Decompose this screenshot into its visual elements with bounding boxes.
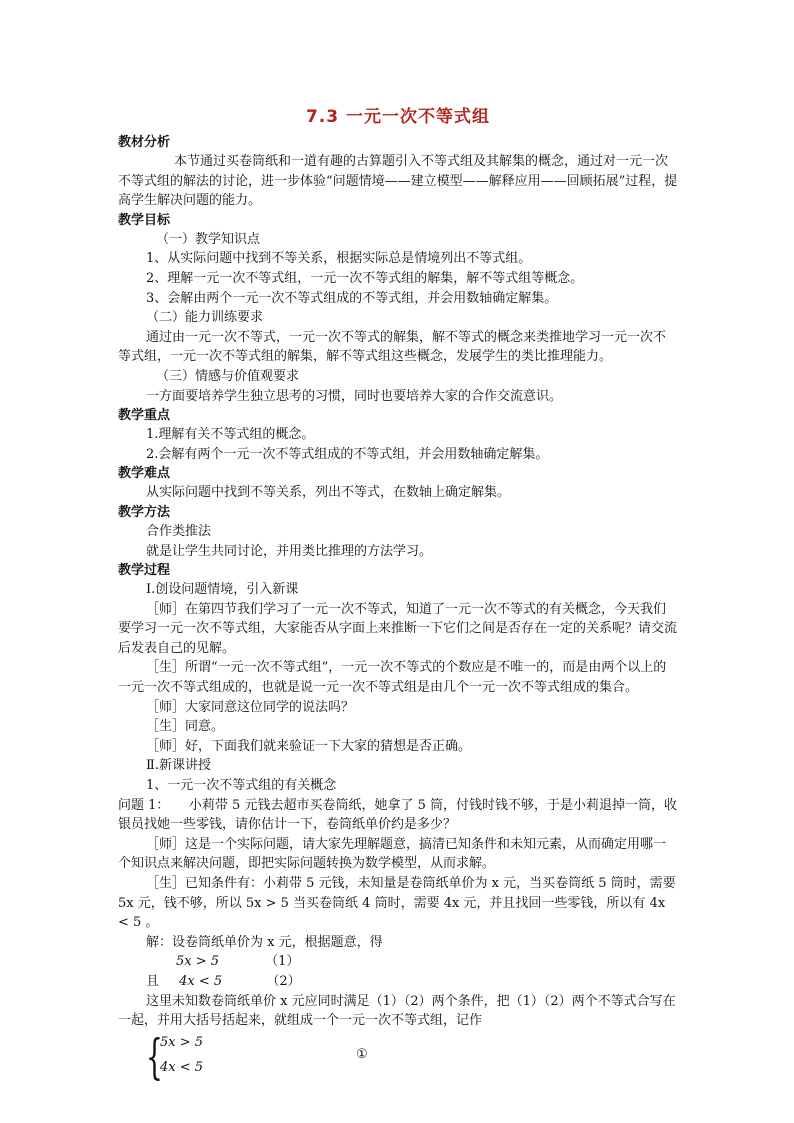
solution-intro: 解：设卷筒纸单价为 x 元，根据题意，得 — [146, 934, 383, 950]
objective-item-3: 3、会解由两个一元一次不等式组成的不等式组，并会用数轴确定解集。 — [146, 290, 558, 306]
dialogue-7: ［生］已知条件有：小莉带 5 元钱，未知量是卷筒纸单价为 x 元，当买卷筒纸 5 筒时，需要 5x 元，钱不够，所以 5x > 5 当买卷筒纸 4 筒时，需要 4x 元，并且找回一些零钱，所以有 4x < 5 。 — [118, 876, 676, 931]
system-line-1: 5x > 5 — [160, 1034, 204, 1050]
dialogue-5: ［师］好，下面我们就来验证一下大家的猜想是否正确。 — [146, 738, 472, 754]
objective-item-1: 1、从实际问题中找到不等关系，根据实际总是情境列出不等式组。 — [146, 251, 532, 267]
system-label: ① — [356, 1046, 368, 1062]
inequality-2: 4x < 5 — [179, 973, 223, 989]
paragraph-analysis: 本节通过买卷筒纸和一道有趣的古算题引入不等式组及其解集的概念，通过对一元一次不等式组的解法的讨论，进一步体验“问题情境——建立模型——解释应用——回顾拓展”过程，提高学生解决问题的能力。 — [118, 154, 678, 209]
concept-subheading: 1、一元一次不等式组的有关概念 — [146, 778, 337, 794]
brace-symbol: { — [146, 1028, 163, 1085]
inequality-2-number: （2） — [266, 973, 301, 989]
dialogue-1: ［师］在第四节我们学习了一元一次不等式，知道了一元一次不等式的有关概念，今天我们要学习一元一次不等式组，大家能否从字面上来推断一下它们之间是否存在一定的关系呢？请交流后发表自己的见解。 — [118, 601, 678, 656]
heading-process: 教学过程 — [118, 563, 171, 579]
paragraph-emotion: 一方面要培养学生独立思考的习惯，同时也要培养大家的合作交流意识。 — [146, 388, 563, 404]
subheading-emotion: （三）情感与价值观要求 — [156, 368, 300, 384]
and-word: 且 — [146, 973, 160, 989]
process-part-2: Ⅱ.新课讲授 — [146, 758, 211, 774]
problem-1: 问题 1： 小莉带 5 元钱去超市买卷筒纸，她拿了 5 筒，付钱时钱不够，于是小莉退掉一筒，收银员找她一些零钱，请你估计一下，卷筒纸单价约是多少？ — [118, 797, 677, 833]
dialogue-6: ［师］这是一个实际问题，请大家先理解题意，搞清已知条件和未知元素，从而确定用哪一个知识点来解决问题，即把实际问题转换为数学模型，从而求解。 — [118, 836, 667, 872]
heading-methods: 教学方法 — [118, 504, 171, 520]
process-part-1: Ⅰ.创设问题情境，引入新课 — [146, 582, 299, 598]
inequality-1-row — [118, 952, 678, 972]
dialogue-2: ［生］所谓“一元一次不等式组”，一元一次不等式的个数应是不唯一的，而是由两个以上的一元一次不等式组成的，也就是说一元一次不等式组是由几个一元一次不等式组成的集合。 — [118, 660, 667, 696]
subheading-ability: （二）能力训练要求 — [146, 310, 264, 326]
method-name: 合作类推法 — [146, 523, 212, 539]
dialogue-3: ［师］大家同意这位同学的说法吗？ — [146, 699, 355, 715]
inequality-1: 5x > 5 — [176, 954, 220, 970]
key-point-2: 2.会解有两个一元一次不等式组成的不等式组，并会用数轴确定解集。 — [146, 446, 549, 462]
paragraph-difficulties: 从实际问题中找到不等关系，列出不等式，在数轴上确定解集。 — [146, 485, 511, 501]
heading-difficulties: 教学难点 — [118, 466, 171, 482]
key-point-1: 1.理解有关不等式组的概念。 — [146, 427, 315, 443]
inequality-system — [118, 1028, 678, 1085]
heading-key-points: 教学重点 — [118, 408, 171, 424]
doc-title: 7.3 一元一次不等式组 — [305, 107, 491, 127]
heading-textbook-analysis: 教材分析 — [118, 135, 171, 150]
objective-item-2: 2、理解一元一次不等式组，一元一次不等式组的解集，解不等式组等概念。 — [146, 270, 584, 286]
heading-objectives: 教学目标 — [118, 212, 171, 228]
inequality-2-row — [118, 972, 678, 992]
subheading-knowledge: （一）教学知识点 — [156, 231, 261, 247]
system-line-2: 4x < 5 — [160, 1059, 204, 1075]
method-description: 就是让学生共同讨论，并用类比推理的方法学习。 — [146, 543, 433, 559]
document-page — [118, 96, 678, 1085]
inequality-1-number: （1） — [265, 954, 300, 970]
dialogue-4: ［生］同意。 — [146, 719, 225, 735]
paragraph-system-explanation: 这里未知数卷筒纸单价 x 元应同时满足（1）（2）两个条件，把（1）（2）两个不等式合写在一起，并用大括号括起来，就组成一个一元一次不等式组，记作 — [118, 993, 676, 1029]
paragraph-ability: 通过由一元一次不等式，一元一次不等式的解集，解不等式的概念来类推地学习一元一次不等式组，一元一次不等式组的解集，解不等式组这些概念，发展学生的类比推理能力。 — [118, 329, 667, 365]
